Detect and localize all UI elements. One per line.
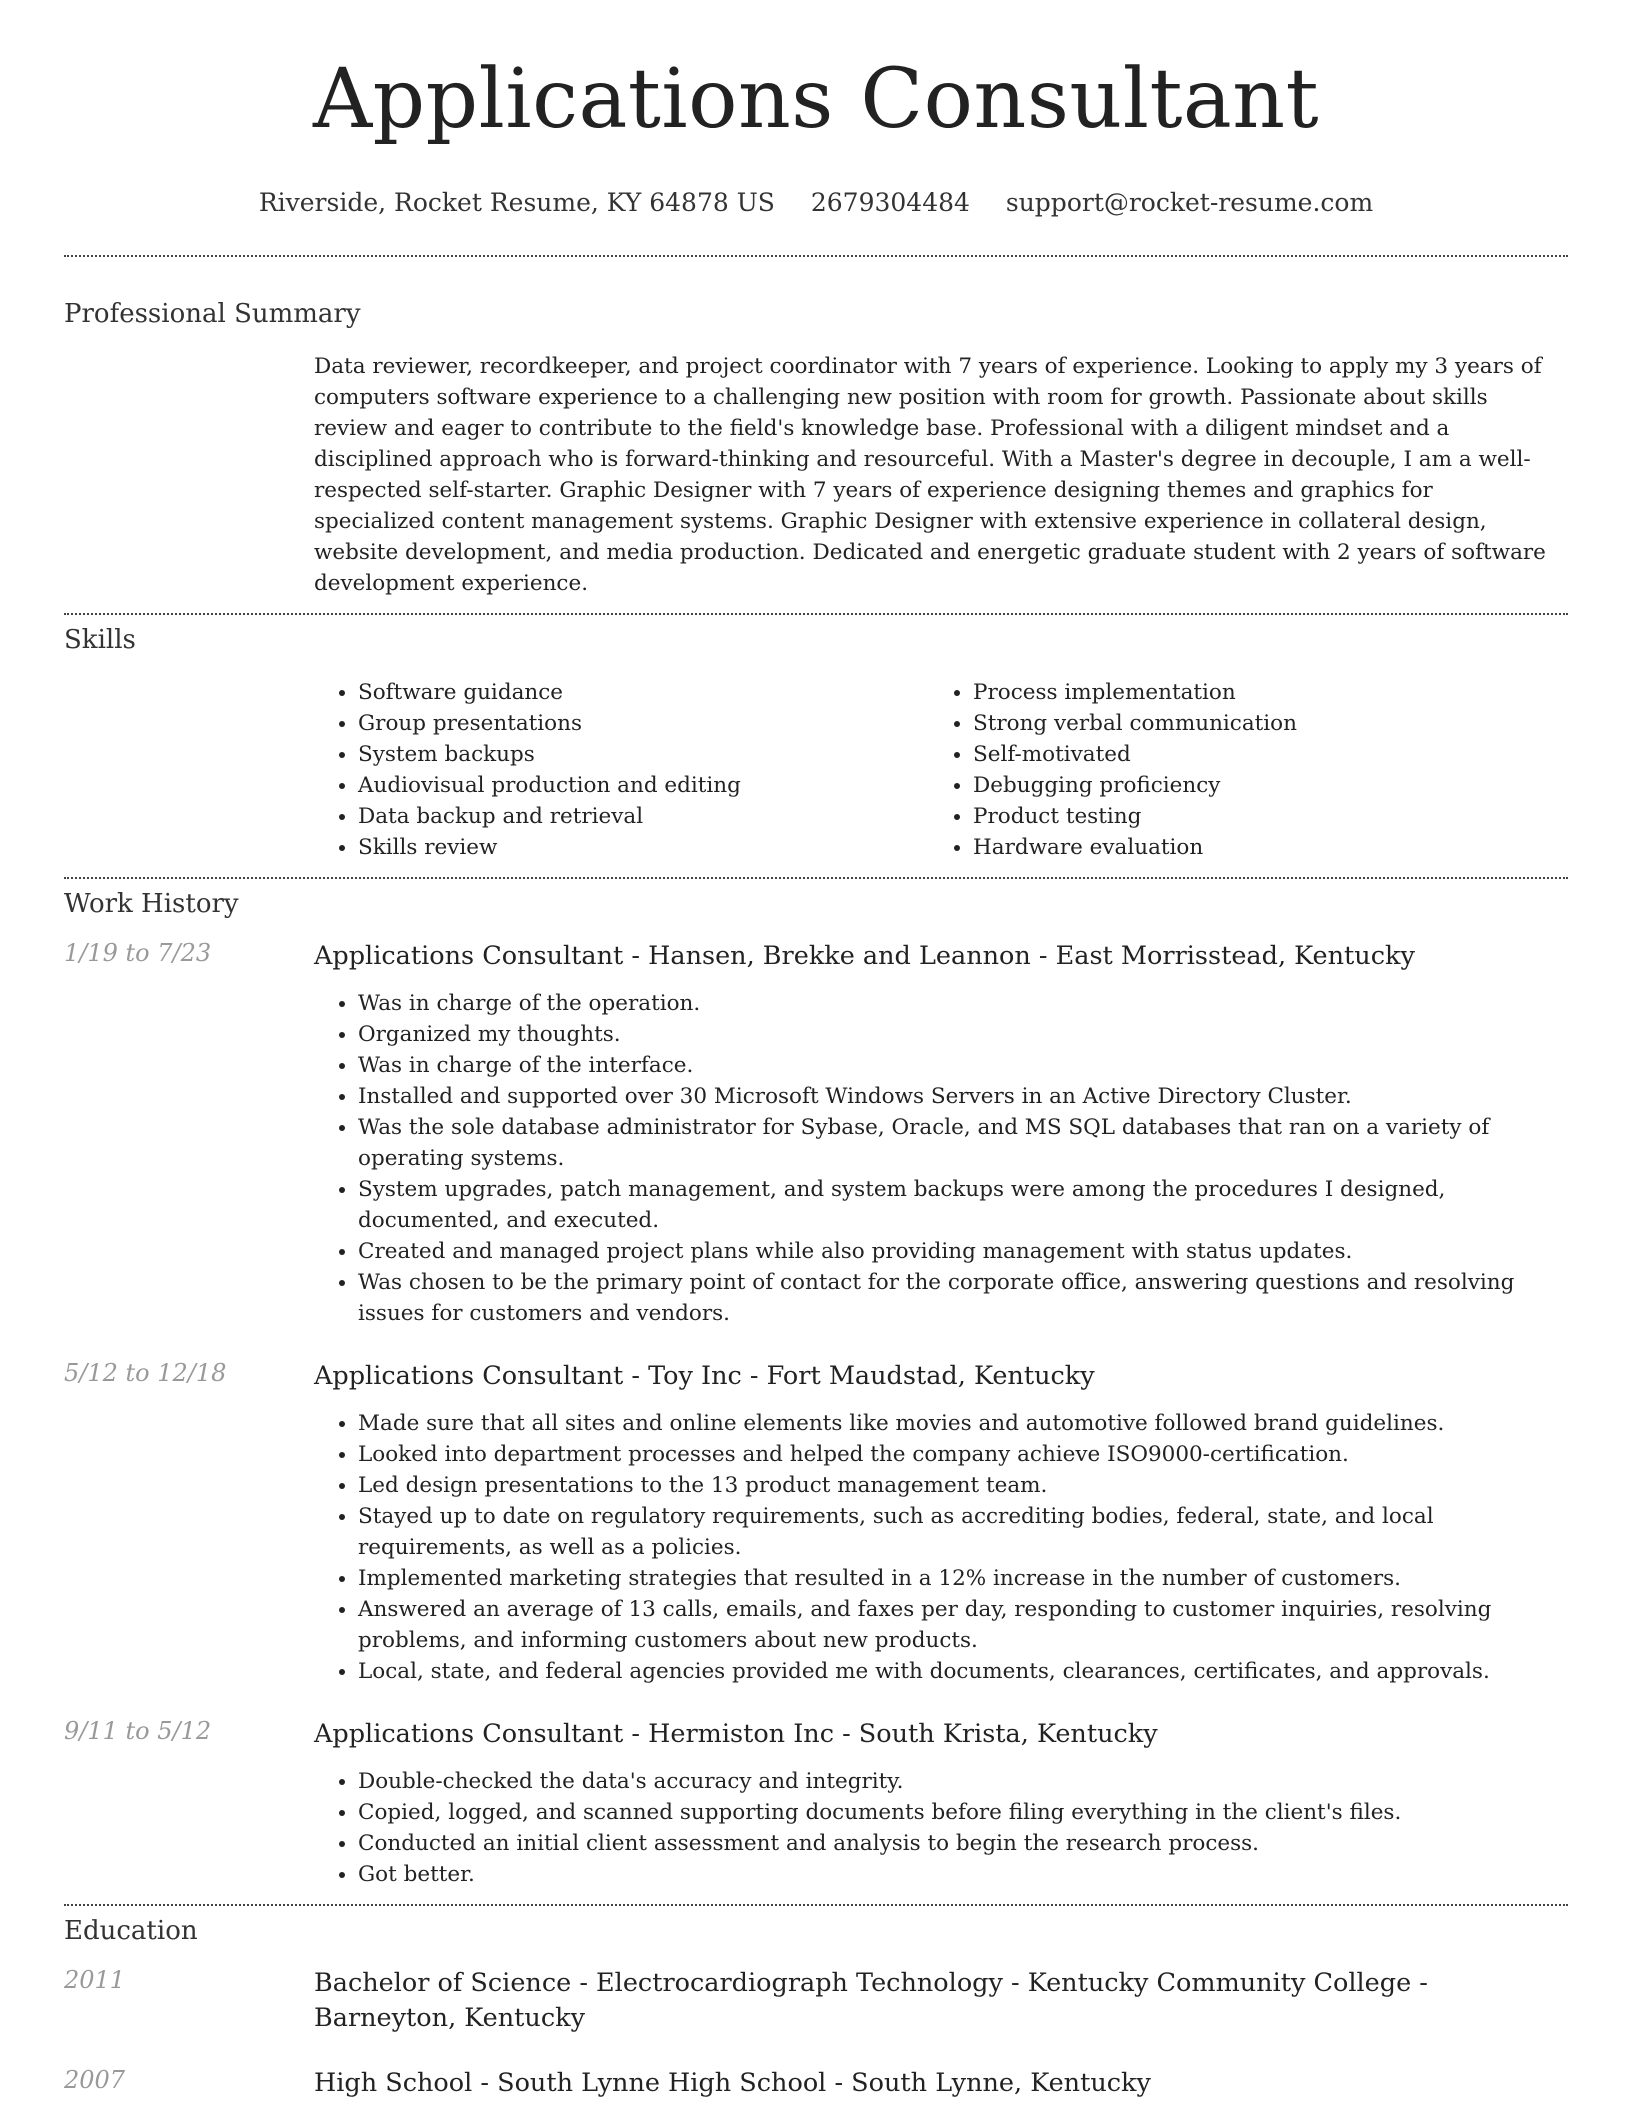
work-bullet: • Was the sole database administrator for Sybase, Oracle, and MS SQL databases that ran on a variety of operating systems. xyxy=(358,1112,1568,1174)
work-body xyxy=(314,939,1568,1329)
education-title: Bachelor of Science - Electrocardiograph Technology - Kentucky Community College - Barneyton, Kentucky xyxy=(314,1968,1428,2033)
work-body xyxy=(314,1359,1568,1687)
work-entry xyxy=(0,939,1632,1329)
work-bullet: • Copied, logged, and scanned supporting documents before filing everything in the client's files. xyxy=(358,1797,1568,1828)
work-entry xyxy=(0,1717,1632,1890)
skill-item: • Data backup and retrieval xyxy=(358,801,929,832)
divider xyxy=(64,255,1568,257)
work-bullet: • Was in charge of the operation. xyxy=(358,988,1568,1019)
section-title-skills: Skills xyxy=(64,625,136,655)
education-year: 2007 xyxy=(64,2066,126,2094)
education-title: High School - South Lynne High School - South Lynne, Kentucky xyxy=(314,2068,1151,2098)
summary-text: Data reviewer, recordkeeper, and project coordinator with 7 years of experience. Looking to apply my 3 years of computers software experience to a challenging new position with room for growth. Passionate about skills review and eager to contribute to the field's knowledge base. Professional with a diligent mindset and a disciplined approach who is forward-thinking and resourceful. With a Master's degree in decouple, I am a well-respected self-starter. Graphic Designer with 7 years of experience designing themes and graphics for specialized content management systems. Graphic Designer with extensive experience in collateral design, website development, and media production. Dedicated and energetic graduate student with 2 years of software development experience. xyxy=(314,354,1546,596)
skill-item: • System backups xyxy=(358,739,929,770)
education-entry xyxy=(0,1966,1632,2036)
work-bullet: • Made sure that all sites and online elements like movies and automotive followed brand guidelines. xyxy=(358,1408,1568,1439)
skill-item: • Hardware evaluation xyxy=(973,832,1544,863)
work-entry xyxy=(0,1359,1632,1687)
work-bullets xyxy=(314,1408,1568,1687)
work-bullet: • System upgrades, patch management, and system backups were among the procedures I designed, documented, and executed. xyxy=(358,1174,1568,1236)
work-bullet: • Conducted an initial client assessment and analysis to begin the research process. xyxy=(358,1828,1568,1859)
contact-email: support@rocket-resume.com xyxy=(1005,188,1374,217)
work-bullet: • Local, state, and federal agencies provided me with documents, clearances, certificates, and approvals. xyxy=(358,1656,1568,1687)
section-title-work: Work History xyxy=(64,889,239,919)
work-title: Applications Consultant - Hansen, Brekke and Leannon - East Morrisstead, Kentucky xyxy=(314,941,1415,971)
work-bullet: • Was in charge of the interface. xyxy=(358,1050,1568,1081)
skill-item: • Group presentations xyxy=(358,708,929,739)
work-bullet: • Created and managed project plans while also providing management with status updates. xyxy=(358,1236,1568,1267)
divider xyxy=(64,1904,1568,1906)
skill-item: • Process implementation xyxy=(973,677,1544,708)
skill-item: • Strong verbal communication xyxy=(973,708,1544,739)
education-body xyxy=(314,2066,1568,2101)
work-bullet: • Looked into department processes and helped the company achieve ISO9000-certification. xyxy=(358,1439,1568,1470)
work-bullet: • Stayed up to date on regulatory requirements, such as accrediting bodies, federal, state, and local requirements, as well as a policies. xyxy=(358,1501,1568,1563)
work-bullet: • Double-checked the data's accuracy and integrity. xyxy=(358,1766,1568,1797)
work-title: Applications Consultant - Hermiston Inc - South Krista, Kentucky xyxy=(314,1719,1158,1749)
skill-item: • Skills review xyxy=(358,832,929,863)
work-bullet: • Organized my thoughts. xyxy=(358,1019,1568,1050)
work-bullet: • Implemented marketing strategies that resulted in a 12% increase in the number of customers. xyxy=(358,1563,1568,1594)
skill-item: • Debugging proficiency xyxy=(973,770,1544,801)
skill-item: • Product testing xyxy=(973,801,1544,832)
skills-grid xyxy=(314,677,1554,863)
work-bullets xyxy=(314,1766,1568,1890)
work-bullets xyxy=(314,988,1568,1329)
divider xyxy=(64,877,1568,879)
section-title-education: Education xyxy=(64,1916,198,1946)
skill-item: • Software guidance xyxy=(358,677,929,708)
resume-name: Applications Consultant xyxy=(312,52,1320,147)
education-entry xyxy=(0,2066,1632,2101)
work-bullet: • Installed and supported over 30 Microsoft Windows Servers in an Active Directory Cluster. xyxy=(358,1081,1568,1112)
contact-address: Riverside, Rocket Resume, KY 64878 US xyxy=(258,188,775,217)
work-dates: 1/19 to 7/23 xyxy=(64,939,212,967)
skill-item: • Audiovisual production and editing xyxy=(358,770,929,801)
education-year: 2011 xyxy=(64,1966,126,1994)
contact-line xyxy=(0,188,1632,217)
work-dates: 9/11 to 5/12 xyxy=(64,1717,212,1745)
divider xyxy=(64,613,1568,615)
work-bullet: • Got better. xyxy=(358,1859,1568,1890)
contact-phone: 2679304484 xyxy=(810,188,970,217)
work-dates: 5/12 to 12/18 xyxy=(64,1359,227,1387)
education-body xyxy=(314,1966,1568,2036)
skill-item: • Self-motivated xyxy=(973,739,1544,770)
work-title: Applications Consultant - Toy Inc - Fort Maudstad, Kentucky xyxy=(314,1361,1095,1391)
work-body xyxy=(314,1717,1568,1890)
skills-list-left xyxy=(314,677,929,863)
section-title-summary: Professional Summary xyxy=(64,299,361,329)
work-bullet: • Answered an average of 13 calls, emails, and faxes per day, responding to customer inquiries, resolving problems, and informing customers about new products. xyxy=(358,1594,1568,1656)
work-bullet: • Led design presentations to the 13 product management team. xyxy=(358,1470,1568,1501)
skills-list-right xyxy=(929,677,1544,863)
work-bullet: • Was chosen to be the primary point of contact for the corporate office, answering questions and resolving issues for customers and vendors. xyxy=(358,1267,1568,1329)
